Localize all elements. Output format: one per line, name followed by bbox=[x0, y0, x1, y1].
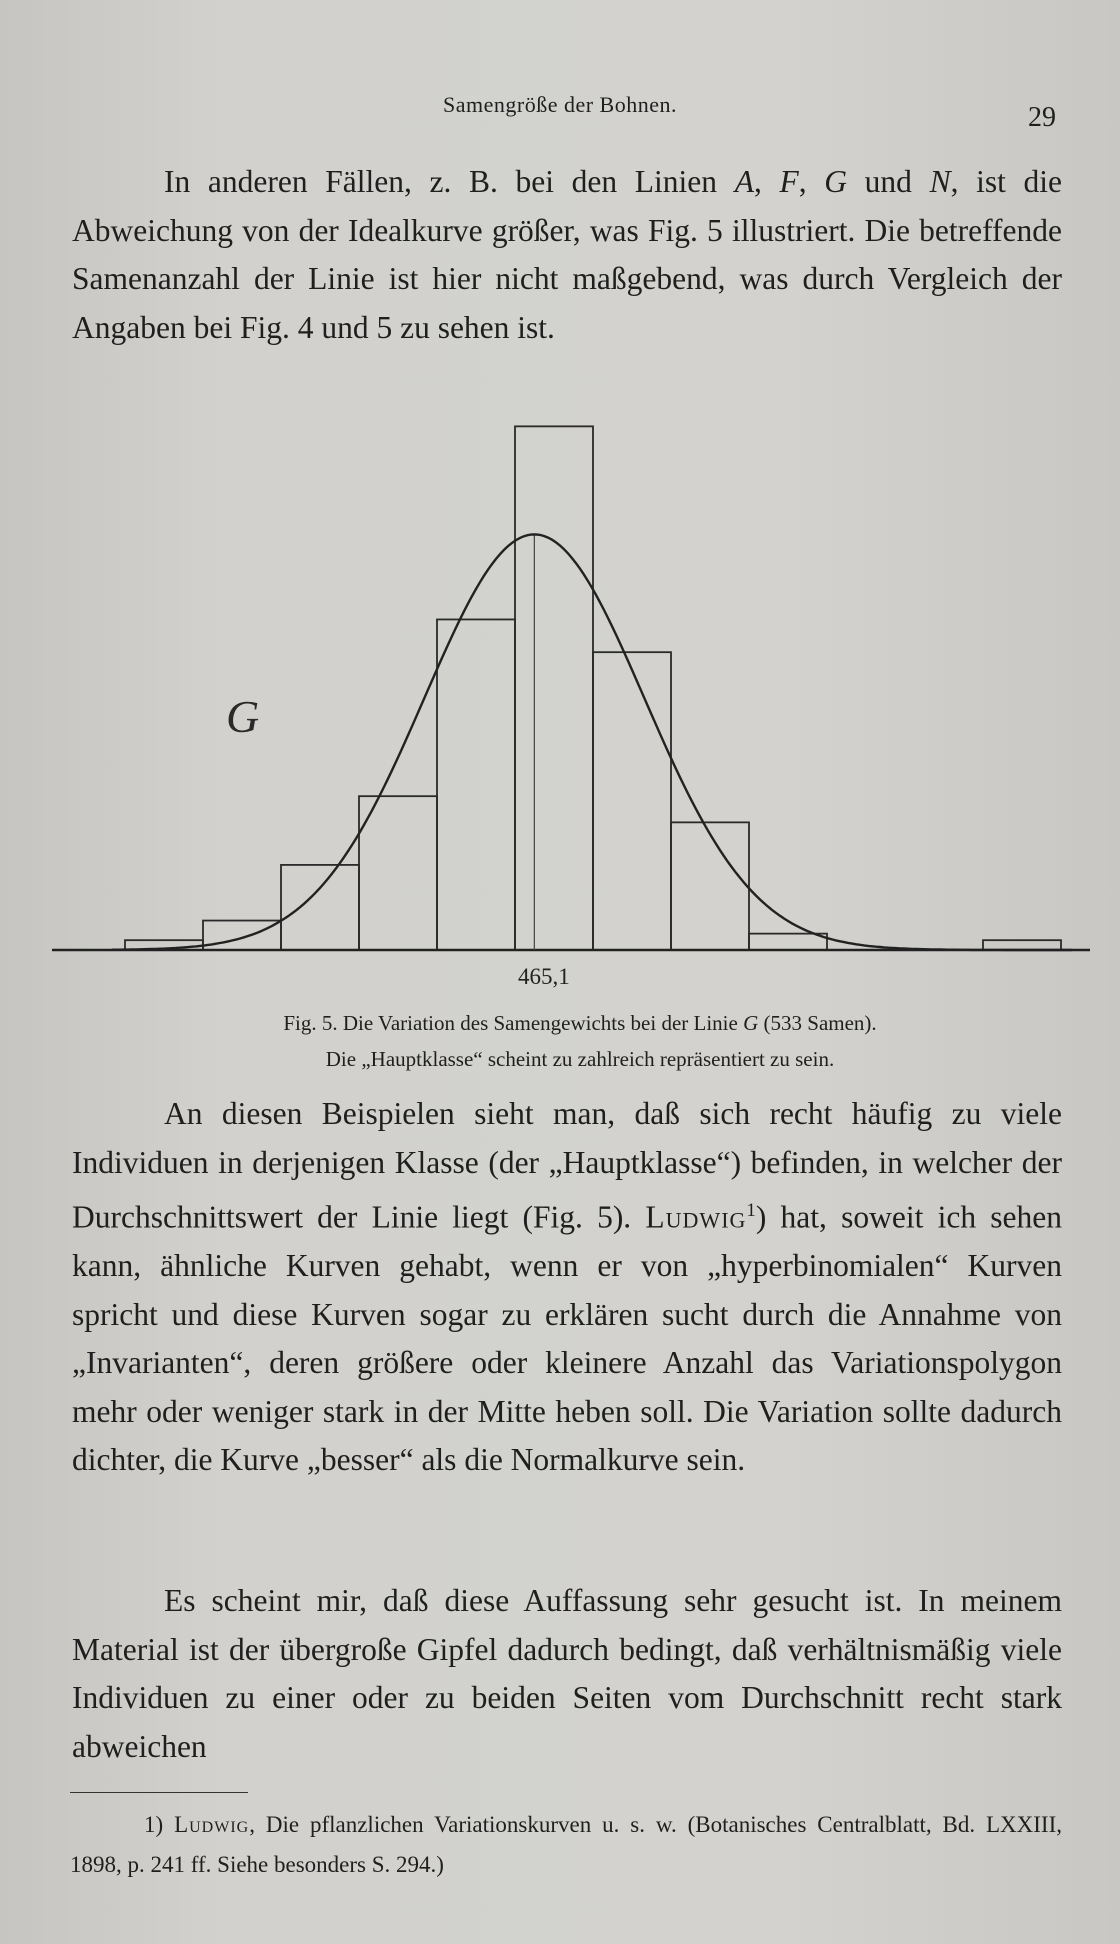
histogram-bar-3 bbox=[281, 865, 359, 950]
line-g: G bbox=[824, 164, 847, 199]
page-number: 29 bbox=[1028, 102, 1056, 133]
author-ludwig: Ludwig bbox=[645, 1199, 747, 1235]
paragraph-3: Es scheint mir, daß diese Auffassung sehr gesucht ist. In meinem Material ist der übergroße Gipfel dadurch bedingt, daß verhältnismäßig viele Individuen zu einer oder zu beiden Seiten vom Durchschnitt recht stark abweichen bbox=[72, 1583, 1062, 1764]
histogram-bar-2 bbox=[203, 921, 281, 950]
footnote: 1) Ludwig, Die pflanzlichen Variationskurven u. s. w. (Botanisches Centralblatt, Bd. LXXIII, 1898, p. 241 ff. Siehe besonders S. 294.) bbox=[70, 1812, 1062, 1877]
histogram-bar-12 bbox=[983, 940, 1061, 950]
figure-caption: Fig. 5. Die Variation des Samengewichts bei der Linie G (533 Samen). Die „Hauptklasse“ scheint zu zahlreich repräsentiert zu sein. bbox=[100, 1005, 1060, 1077]
histogram-bars bbox=[125, 426, 1061, 950]
paragraph-1: In anderen Fällen, z. B. bei den Linien A, F, G und N, ist die Abweichung von der Idealkurve größer, was Fig. 5 illustriert. Die betreffende Samenanzahl der Linie ist hier nicht maßgebend, was durch Vergleich der Angaben bei Fig. 4 und 5 zu sehen ist. bbox=[72, 164, 1063, 345]
histogram-bar-5 bbox=[437, 619, 515, 950]
series-label: G bbox=[226, 691, 260, 742]
footnote-rule bbox=[70, 1792, 248, 1793]
paragraph-2: An diesen Beispielen sieht man, daß sich recht häufig zu viele Individuen in derjenigen Klasse (der „Hauptklasse“) befinden, in welcher der Durchschnittswert der Linie liegt (Fig. 5). Ludwig$^1$) hat, soweit ich sehen kann, ähnliche Kurven gehabt, wenn er von „hyperbinomialen“ Kurven spricht und diese Kurven sogar zu erklären sucht durch die Annahme von „Invarianten“, deren größere oder kleinere Anzahl das Variationspolygon mehr oder weniger stark in der Mitte heben soll. Die Variation sollte dadurch dichter, die Kurve „besser“ als die Normalkurve sein. bbox=[72, 1096, 1062, 1477]
line-f: F bbox=[779, 164, 799, 199]
line-a: A bbox=[734, 164, 754, 199]
footnote-ref: 1 bbox=[746, 1200, 756, 1221]
histogram-bar-7 bbox=[593, 652, 671, 950]
line-n: N bbox=[929, 164, 951, 199]
histogram-bar-9 bbox=[749, 934, 827, 950]
caption-line-2: Die „Hauptklasse“ scheint zu zahlreich repräsentiert zu sein. bbox=[325, 1047, 835, 1071]
mean-value-label: 465,1 bbox=[518, 964, 570, 989]
histogram-bar-6 bbox=[515, 426, 593, 950]
normal-curve bbox=[112, 534, 1072, 950]
histogram-bar-4 bbox=[359, 796, 437, 950]
histogram-bar-8 bbox=[671, 822, 749, 950]
figure-label: Fig. 5. bbox=[283, 1011, 338, 1035]
running-head: Samengröße der Bohnen. bbox=[443, 92, 677, 117]
